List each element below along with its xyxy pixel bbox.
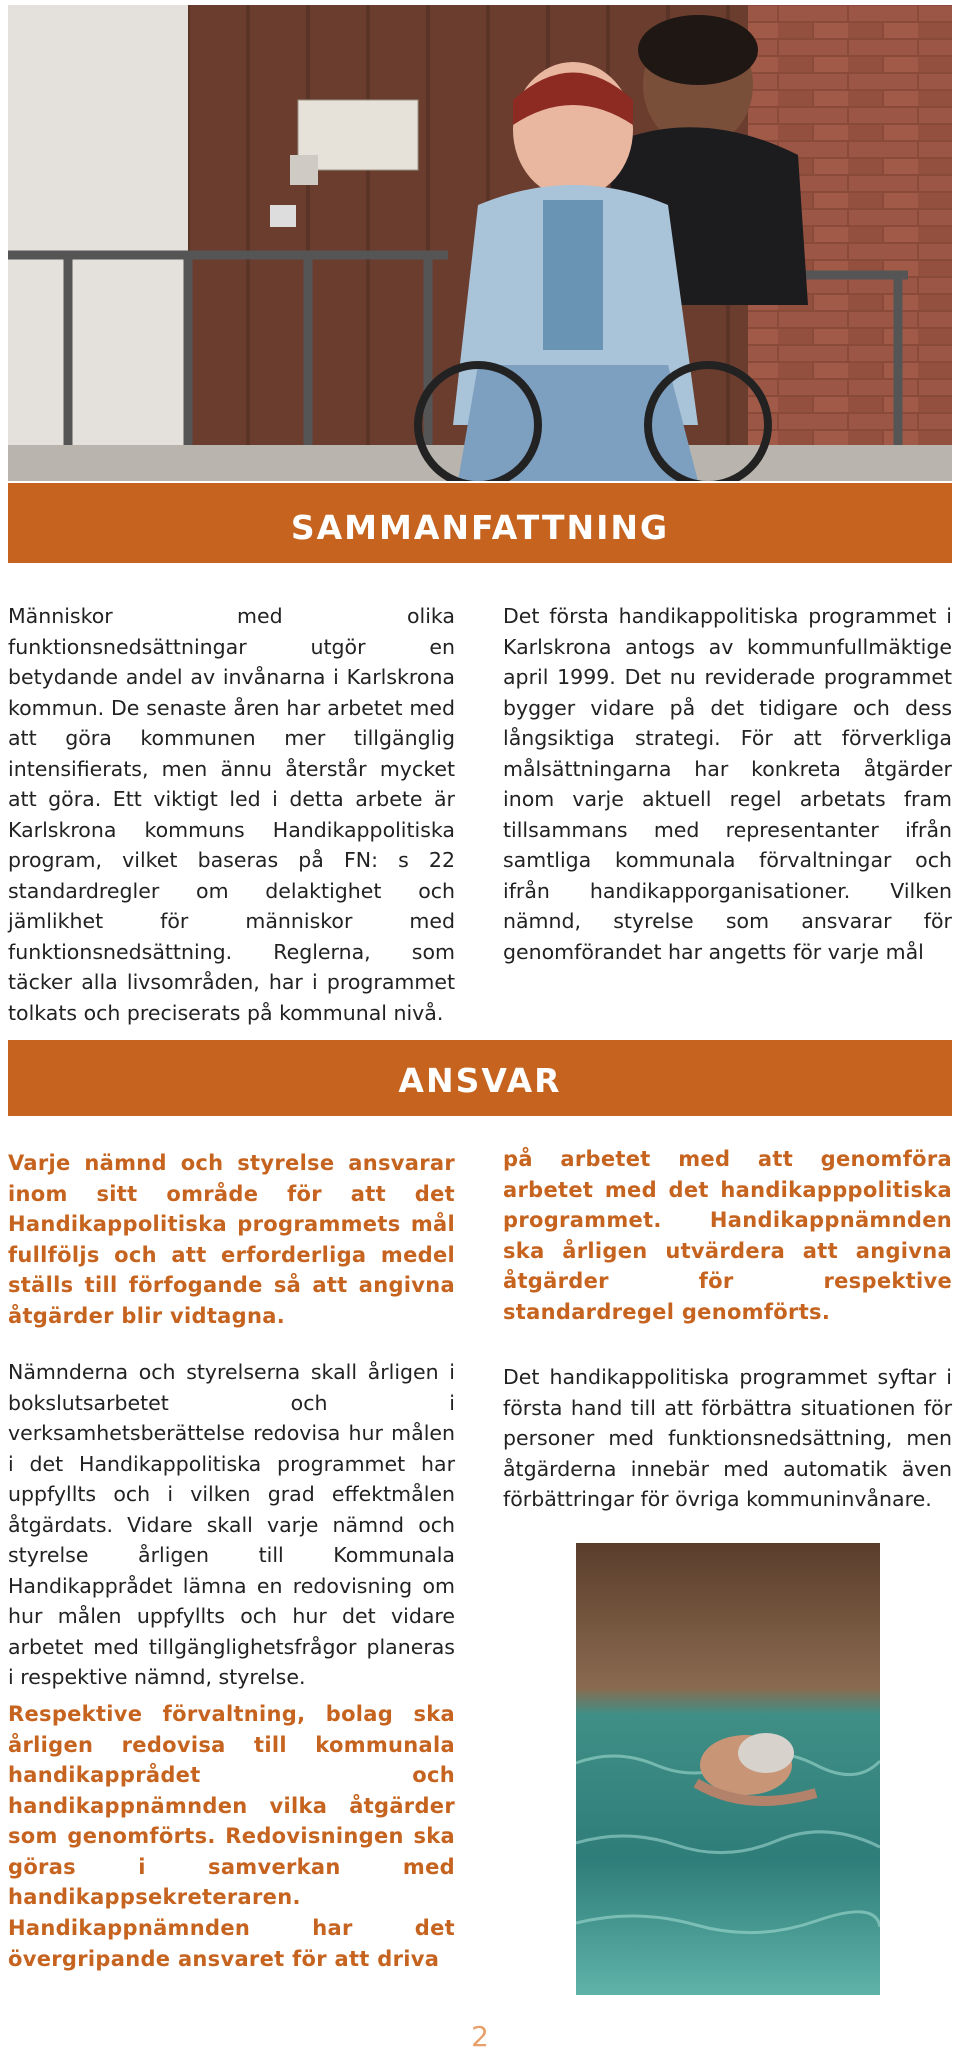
summary-left-column [8, 601, 455, 1028]
responsibility-highlight-right [503, 1144, 952, 1327]
highlight-text-2: Respektive förvaltning, bolag ska årligen redovisa till kommunala handikapprådet och handikappnämnden vilka åtgärder som genomförts. Redovisningen ska göras i samverkan med handikappsekreteraren. [8, 1702, 455, 1909]
responsibility-highlight-1 [8, 1148, 455, 1331]
body-text-left: Nämnderna och styrelserna skall årligen i bokslutsarbetet och i verksamhetsberättelse redovisa hur målen i det Handikappolitiska programmet har uppfyllts och i vilken grad effektmålen åtgärdats. Vidare skall varje nämnd och styrelse årligen till Kommunala Handikapprådet lämna en redovisning om hur målen uppfyllts och hur det vidare arbetet med tillgänglighetsfrågor planeras i respektive nämnd, styrelse. [8, 1360, 455, 1689]
photo-swimmer [576, 1543, 880, 1995]
highlight-text-1: Varje nämnd och styrelse ansvarar inom sitt område för att det Handikappolitiska programmets mål fullföljs och att erforderliga medel ställs till förfogande så att angivna åtgärder blir vidtagna. [8, 1151, 455, 1328]
section-heading-sammanfattning: SAMMANFATTNING [8, 483, 952, 563]
responsibility-highlight-2 [8, 1699, 455, 1913]
highlight-text-right: på arbetet med att genomföra arbetet med det handikapppolitiska programmet. Handikappnämnden ska årligen utvärdera att angivna åtgärder för respektive standardregel genomförts. [503, 1147, 952, 1324]
summary-right-column [503, 601, 952, 967]
responsibility-paragraph-left [8, 1357, 455, 1693]
body-text-right: Det handikappolitiska programmet syftar i första hand till att förbättra situationen för personer med funktionsnedsättning, men åtgärderna innebär med automatik även förbättringar för övriga kommuninvånare. [503, 1365, 952, 1511]
page-number: 2 [471, 2020, 489, 2053]
responsibility-paragraph-right [503, 1362, 952, 1515]
photo-wheelchair-user [8, 5, 952, 481]
summary-paragraph-1: Människor med olika funktionsnedsättningar utgör en betydande andel av invånarna i Karlskrona kommun. De senaste åren har arbetet med att göra kommunen mer tillgänglig intensifierats, men ännu återstår mycket att göra. Ett viktigt led i detta arbete är Karlskrona kommuns Handikappolitiska program, vilket baseras på FN: s 22 standardregler om delaktighet och jämlikhet för människor med funktionsnedsättning. Reglerna, som täcker alla livsområden, har i programmet tolkats och preciserats på kommunal nivå. [8, 604, 455, 1025]
summary-paragraph-2: Det första handikappolitiska programmet i Karlskrona antogs av kommunfullmäktige april 1999. Det nu reviderade programmet bygger vidare på det tidigare och dess långsiktiga strategi. För att förverkliga målsättningarna har konkreta åtgärder inom varje aktuell regel arbetats fram tillsammans med representanter ifrån samtliga kommunala förvaltningar och ifrån handikapporganisationer. Vilken nämnd, styrelse som ansvarar för genomförandet har angetts för varje mål [503, 604, 952, 964]
responsibility-highlight-3 [8, 1913, 455, 1974]
section-heading-ansvar: ANSVAR [8, 1040, 952, 1116]
highlight-text-3: Handikappnämnden har det övergripande ansvaret för att driva [8, 1916, 455, 1971]
